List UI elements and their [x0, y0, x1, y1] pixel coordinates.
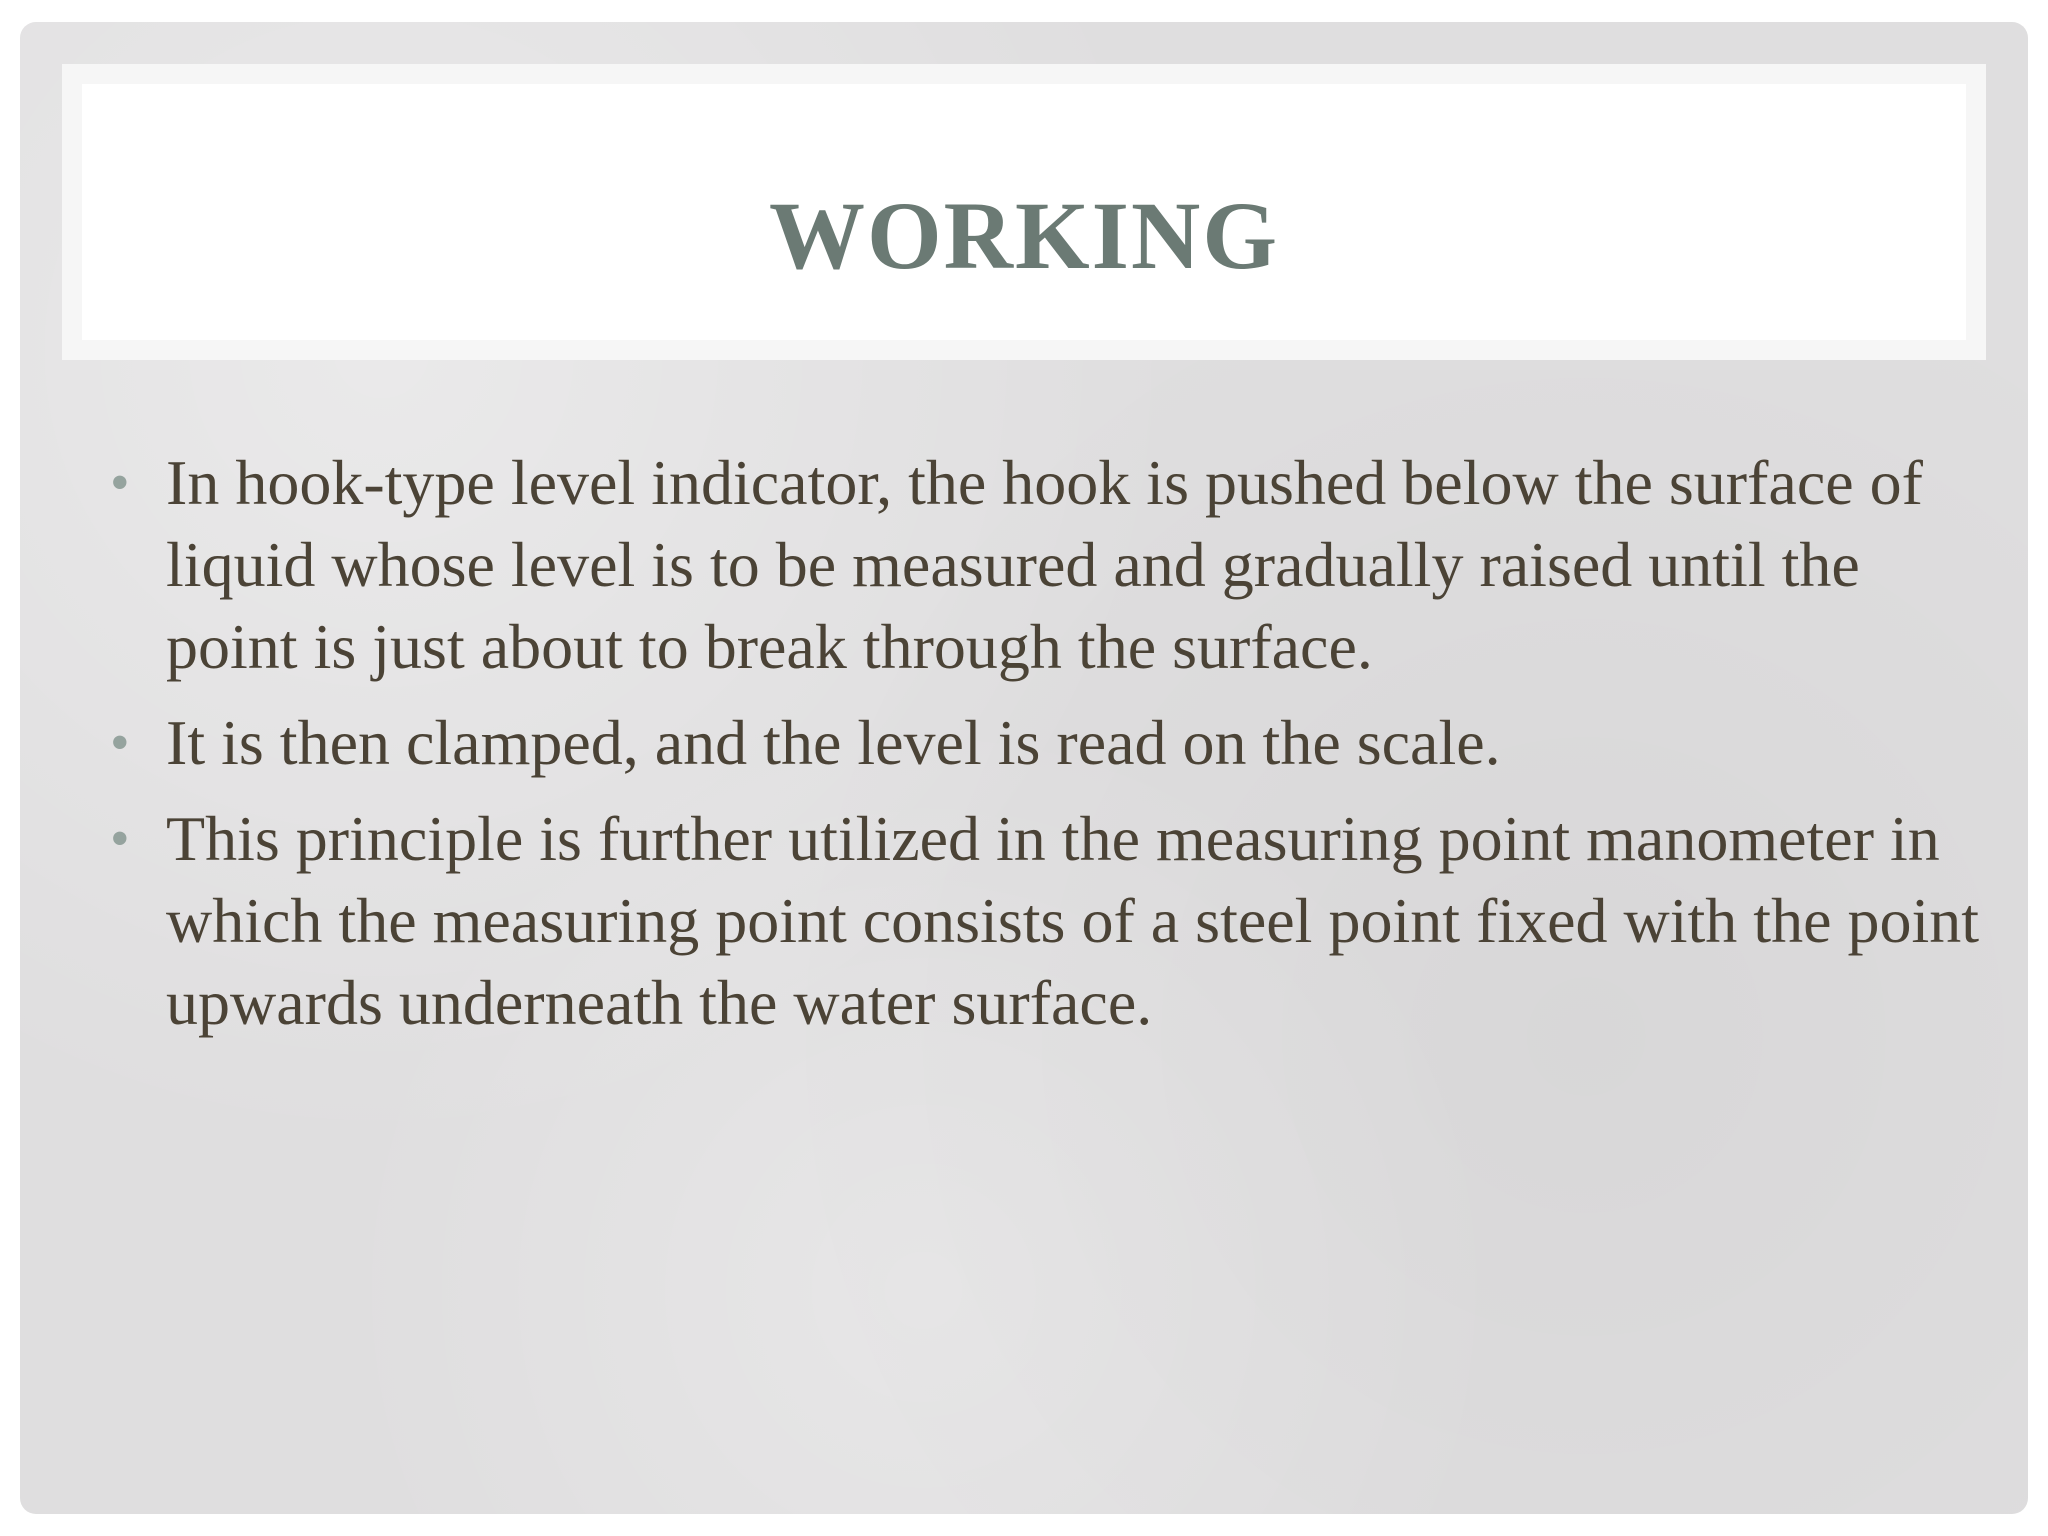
bullet-item — [110, 702, 1990, 784]
bullet-icon: • — [110, 712, 130, 774]
slide-title: WORKING — [768, 182, 1280, 289]
slide — [20, 22, 2028, 1514]
bullet-item — [110, 798, 1990, 1044]
title-box — [82, 84, 1966, 340]
bullet-text: It is then clamped, and the level is read on the scale. — [166, 707, 1501, 778]
bullet-text: In hook-type level indicator, the hook is pushed below the surface of liquid whose level is to be measured and gradually raised until the point is just about to break through the surface. — [166, 447, 1923, 682]
bullet-icon: • — [110, 452, 130, 514]
bullet-list — [110, 442, 1990, 1058]
bullet-item — [110, 442, 1990, 688]
title-band — [62, 64, 1986, 360]
bullet-icon: • — [110, 808, 130, 870]
bullet-text: This principle is further utilized in the measuring point manometer in which the measuring point consists of a steel point fixed with the point upwards underneath the water surface. — [166, 803, 1980, 1038]
